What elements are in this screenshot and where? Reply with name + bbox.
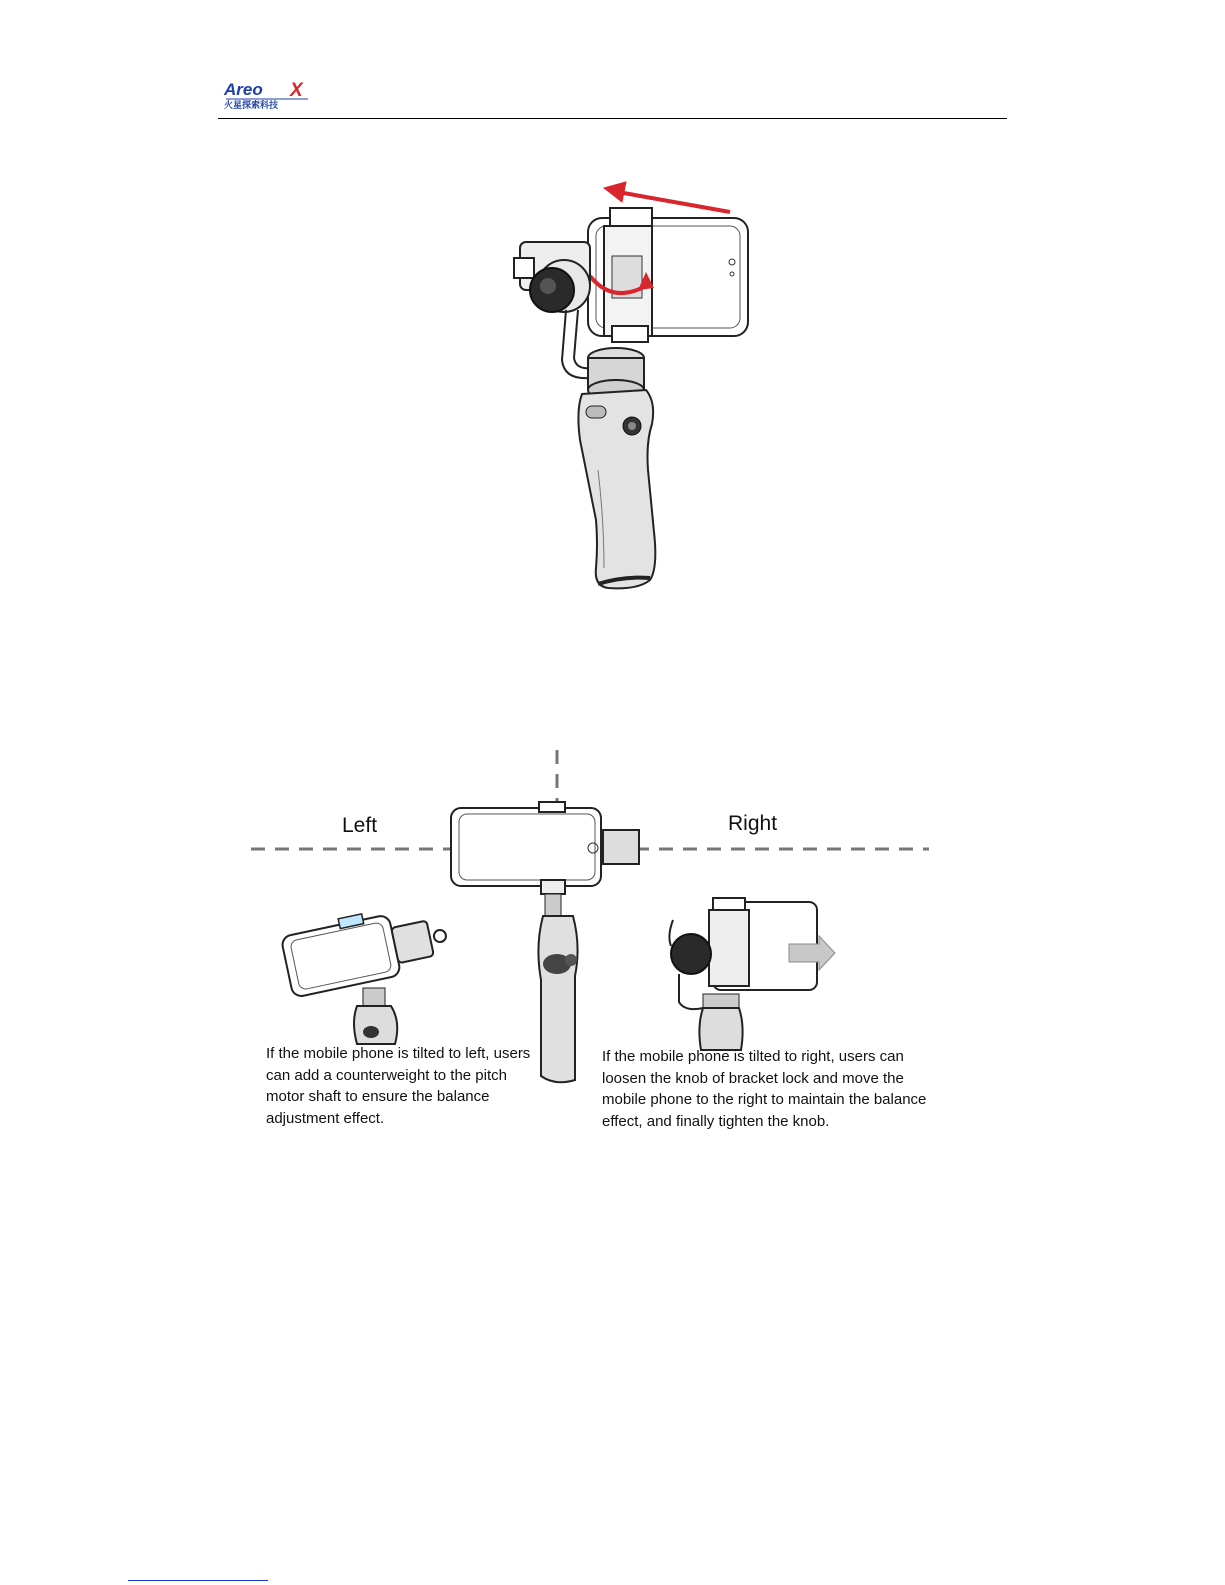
svg-text:火星探索科技: 火星探索科技 [224,101,279,110]
right-tilt-caption: If the mobile phone is tilted to right, users can loosen the knob of bracket lock and move the mobile phone to the right to maintain the balance effect, and finally tighten the knob. [602,1048,927,1130]
areox-logo [222,80,314,110]
header-rule [218,118,1007,119]
svg-text:Areo: Areo [224,80,263,99]
svg-text:X: X [290,80,303,101]
left-tilt-caption: If the mobile phone is tilted to left, users can add a counterweight to the pitch motor shaft to ensure the balance adjustment effect. [266,1045,531,1127]
left-label: Left [342,814,378,837]
right-label: Right [728,812,778,835]
balance-diagram [245,750,935,1090]
footer-link-underline [128,1580,268,1581]
gimbal-slide-illustration [500,180,760,600]
